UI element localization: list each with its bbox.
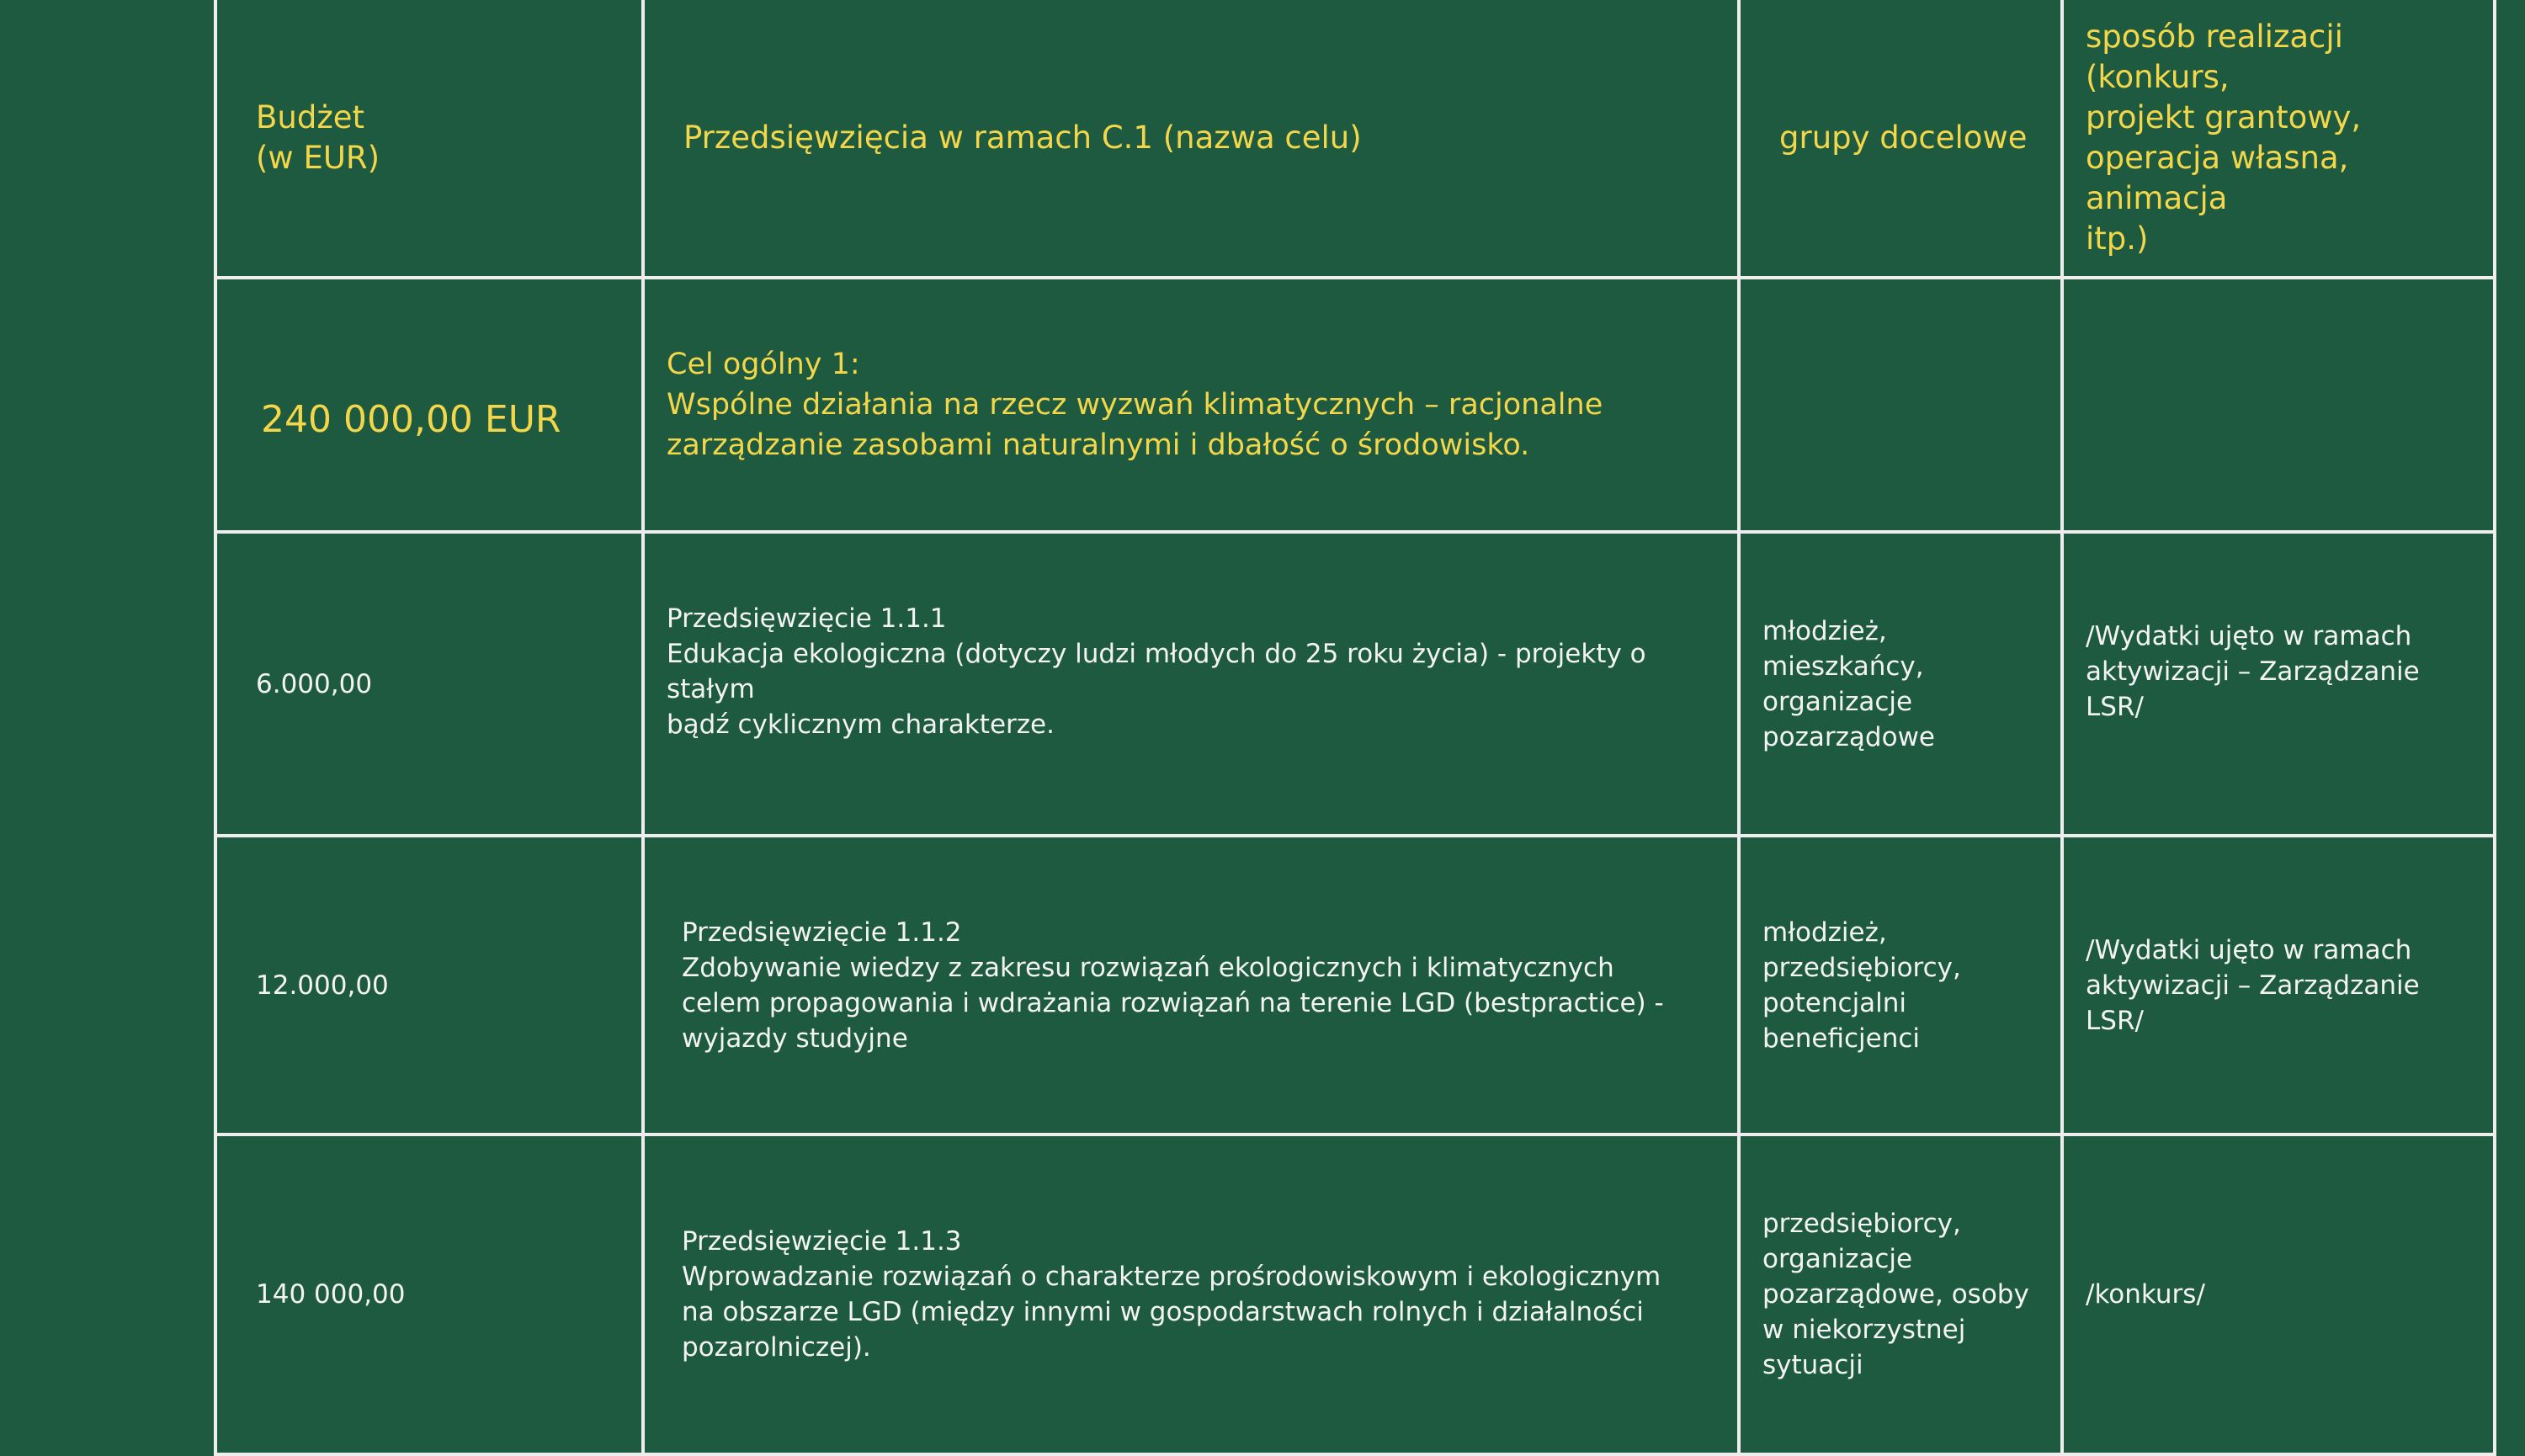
goal-description-cell (643, 278, 1739, 532)
row-description: Zdobywanie wiedzy z zakresu rozwiązań ekologicznych i klimatycznych celem propagowania i wdrażania rozwiązań na terenie LGD (bestpractice) - wyjazdy studyjne (682, 952, 1664, 1054)
header-budget-cell (215, 0, 643, 278)
row-budget-value: 6.000,00 (256, 668, 373, 699)
row-method-cell (2062, 1135, 2495, 1454)
table-row (215, 532, 2495, 836)
row-groups-value: młodzież, przedsiębiorcy, potencjalni beneficjenci (1762, 917, 1961, 1054)
row-title: Przedsięwzięcie 1.1.3 (682, 1226, 962, 1257)
row-budget-cell (215, 836, 643, 1135)
table-row (215, 1135, 2495, 1454)
goal-description: Wspólne działania na rzecz wyzwań klimatycznych – racjonalne zarządzanie zasobami naturalnymi i dbałość o środowisko. (667, 388, 1603, 462)
goal-row (215, 278, 2495, 532)
header-projects-label: Przedsięwzięcia w ramach C.1 (nazwa celu) (683, 120, 1362, 156)
row-description-cell (643, 1135, 1739, 1454)
row-groups-cell (1739, 532, 2062, 836)
goal-budget-value: 240 000,00 EUR (261, 398, 561, 441)
goal-budget-cell (215, 278, 643, 532)
table-header-row (215, 0, 2495, 278)
row-groups-cell (1739, 1135, 2062, 1454)
header-groups-cell (1739, 0, 2062, 278)
budget-table-container (214, 0, 2496, 1456)
header-groups-label: grupy docelowe (1779, 120, 2028, 156)
header-projects-cell (643, 0, 1739, 278)
row-description: Edukacja ekologiczna (dotyczy ludzi młodych do 25 roku życia) - projekty o stałym bądź cyklicznym charakterze. (667, 638, 1646, 740)
header-method-cell (2062, 0, 2495, 278)
row-description: Wprowadzanie rozwiązań o charakterze prośrodowiskowym i ekologicznym na obszarze LGD (między innymi w gospodarstwach rolnych i działalności pozarolniczej). (682, 1262, 1661, 1363)
row-groups-value: przedsiębiorcy, organizacje pozarządowe, osoby w niekorzystnej sytuacji (1762, 1209, 2029, 1380)
row-description-cell (643, 532, 1739, 836)
goal-method-cell (2062, 278, 2495, 532)
row-budget-cell (215, 1135, 643, 1454)
header-method-label: sposób realizacji (konkurs, projekt grantowy, operacja własna, animacja itp.) (2086, 19, 2362, 257)
table-row (215, 836, 2495, 1135)
row-method-value: /konkurs/ (2086, 1279, 2205, 1310)
row-description-cell (643, 836, 1739, 1135)
header-budget-label: Budżet (w EUR) (256, 99, 380, 176)
row-groups-cell (1739, 836, 2062, 1135)
row-budget-value: 140 000,00 (256, 1279, 406, 1310)
row-groups-value: młodzież, mieszkańcy, organizacje pozarządowe (1762, 615, 1935, 752)
row-method-cell (2062, 836, 2495, 1135)
row-method-value: /Wydatki ujęto w ramach aktywizacji – Zarządzanie LSR/ (2086, 934, 2420, 1036)
row-title: Przedsięwzięcie 1.1.1 (667, 603, 947, 634)
row-budget-cell (215, 532, 643, 836)
budget-table (214, 0, 2496, 1456)
row-title: Przedsięwzięcie 1.1.2 (682, 917, 962, 948)
goal-title: Cel ogólny 1: (667, 348, 860, 381)
row-method-cell (2062, 532, 2495, 836)
goal-groups-cell (1739, 278, 2062, 532)
row-budget-value: 12.000,00 (256, 970, 389, 1001)
row-method-value: /Wydatki ujęto w ramach aktywizacji – Zarządzanie LSR/ (2086, 620, 2420, 722)
